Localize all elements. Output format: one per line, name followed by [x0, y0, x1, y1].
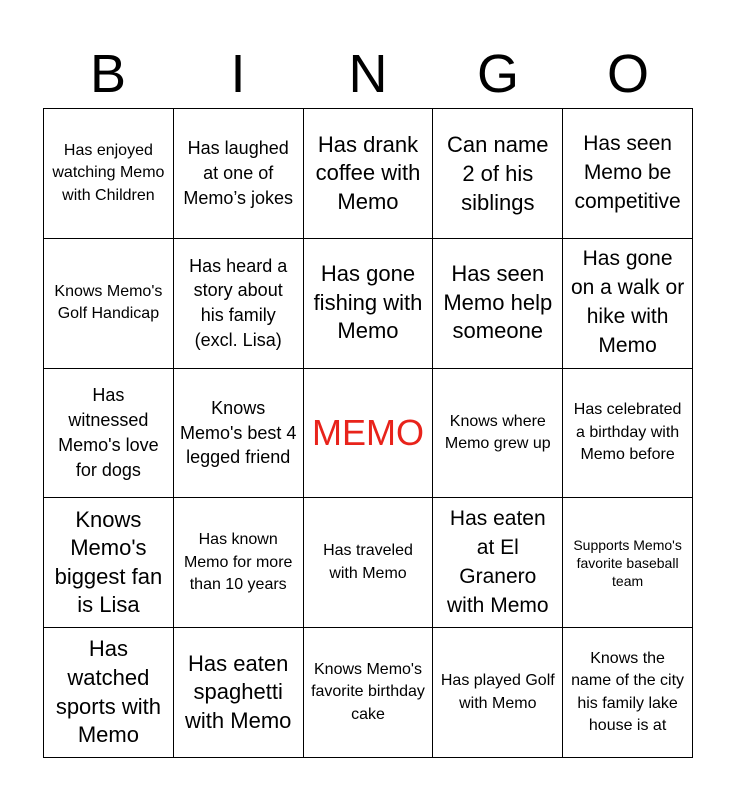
bingo-cell[interactable]	[304, 239, 434, 369]
header-letter-g: G	[476, 44, 519, 104]
cell-text: Knows the name of the city his family lake house is at	[571, 649, 685, 734]
cell-text: Has eaten spaghetti with Memo	[185, 650, 292, 733]
cell-text: Has traveled with Memo	[323, 542, 413, 582]
cell-text: Can name 2 of his siblings	[447, 131, 549, 216]
cell-text: Knows Memo's best 4 legged friend	[179, 397, 297, 468]
bingo-cell[interactable]	[174, 498, 304, 628]
bingo-cell[interactable]	[433, 239, 563, 369]
bingo-cell[interactable]	[44, 498, 174, 628]
bingo-cell[interactable]	[304, 628, 434, 758]
bingo-cell[interactable]	[433, 628, 563, 758]
cell-text: Knows Memo's Golf Handicap	[54, 282, 163, 323]
free-space-cell[interactable]	[304, 369, 434, 499]
cell-text: Has celebrated a birthday with Memo before	[573, 401, 682, 464]
bingo-cell[interactable]	[44, 369, 174, 499]
cell-text: Has drank coffee with Memo	[315, 131, 421, 214]
cell-text: Has known Memo for more than 10 years	[183, 531, 293, 593]
bingo-cell[interactable]	[563, 628, 693, 758]
bingo-cell[interactable]	[174, 628, 304, 758]
cell-text: Has seen Memo be competitive	[574, 131, 681, 213]
cell-text: Has witnessed Memo's love for dogs	[58, 385, 159, 480]
cell-text: Has seen Memo help someone	[443, 261, 553, 344]
bingo-cell[interactable]	[44, 628, 174, 758]
bingo-cell[interactable]	[563, 239, 693, 369]
cell-text: Knows Memo's biggest fan is Lisa	[54, 506, 163, 618]
bingo-cell[interactable]	[433, 109, 563, 239]
cell-text: Knows Memo's favorite birthday cake	[311, 661, 425, 723]
cell-text: Has watched sports with Memo	[55, 636, 161, 748]
bingo-cell[interactable]	[174, 369, 304, 499]
bingo-cell[interactable]	[433, 498, 563, 628]
cell-text: Has enjoyed watching Memo with Children	[52, 141, 165, 204]
bingo-cell[interactable]	[44, 109, 174, 239]
bingo-cell[interactable]	[433, 369, 563, 499]
bingo-cell[interactable]	[304, 498, 434, 628]
header-letter-b: B	[89, 44, 127, 104]
cell-text: Has played Golf with Memo	[440, 672, 555, 712]
bingo-cell[interactable]	[174, 239, 304, 369]
cell-text: Knows where Memo grew up	[444, 412, 551, 452]
cell-text: Has gone fishing with Memo	[313, 261, 423, 344]
bingo-cell[interactable]	[563, 369, 693, 499]
bingo-cell[interactable]	[563, 498, 693, 628]
bingo-cell[interactable]	[563, 109, 693, 239]
bingo-cell[interactable]	[174, 109, 304, 239]
bingo-cell[interactable]	[44, 239, 174, 369]
header-letter-n: N	[348, 44, 388, 104]
cell-text: Supports Memo's favorite baseball team	[573, 536, 682, 589]
cell-text: Has eaten at El Granero with Memo	[447, 506, 549, 617]
header-letter-o: O	[606, 44, 649, 104]
cell-text: Has laughed at one of Memo’s jokes	[183, 138, 294, 208]
cell-text: Has heard a story about his family (excl. Lisa)	[189, 255, 288, 351]
cell-text: Has gone on a walk or hike with Memo	[570, 247, 685, 358]
bingo-cell[interactable]	[304, 109, 434, 239]
bingo-header	[43, 40, 693, 108]
free-space-label: MEMO	[311, 412, 424, 454]
header-letter-i: I	[230, 44, 246, 104]
bingo-board	[43, 108, 693, 758]
